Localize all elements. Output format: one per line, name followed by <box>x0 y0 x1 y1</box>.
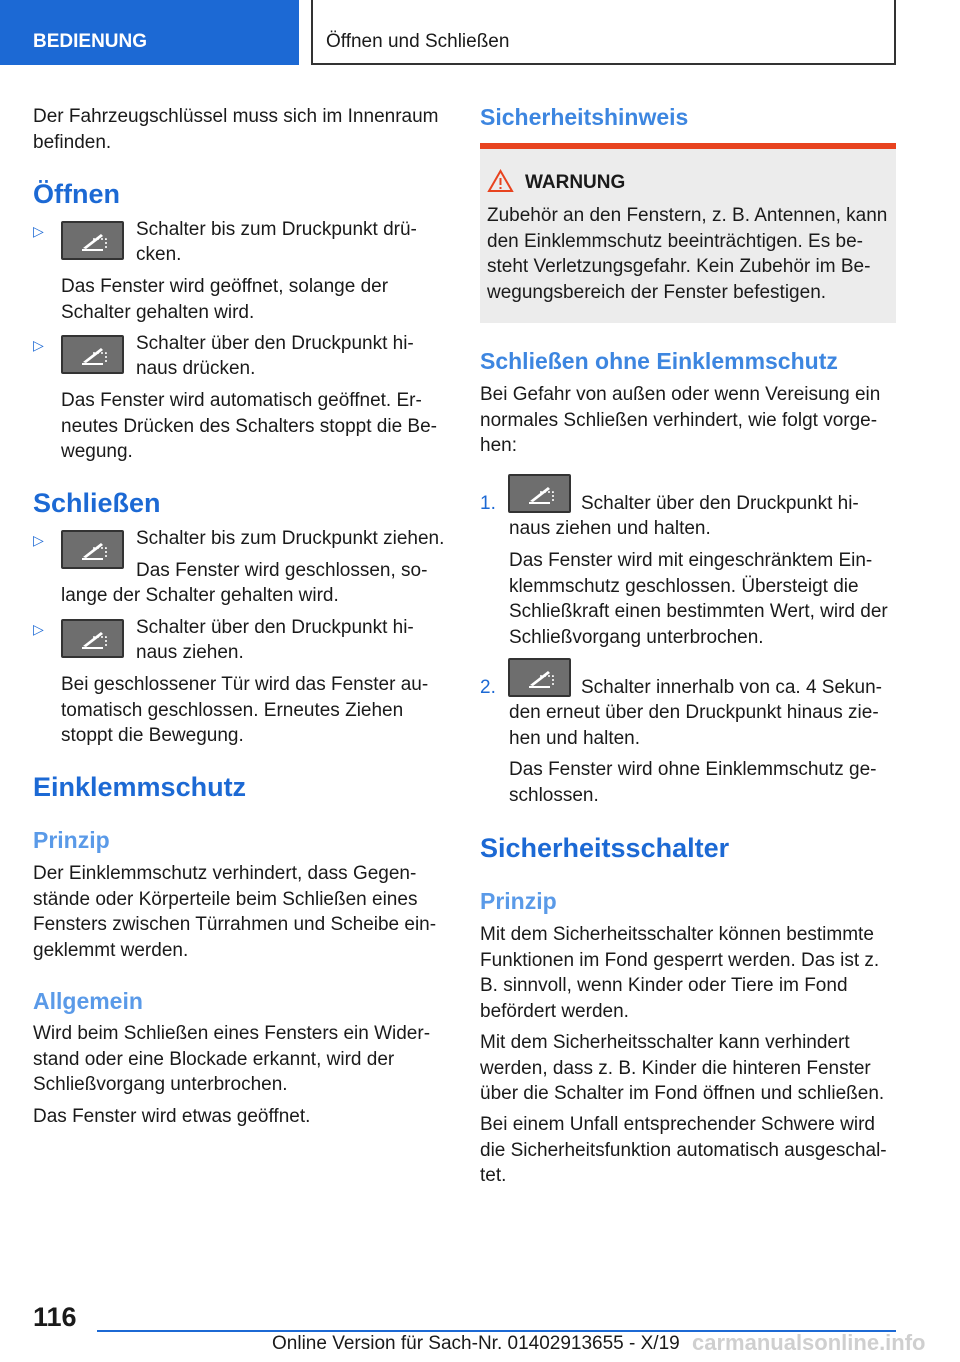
close-step-2 <box>33 615 447 755</box>
open-step-1 <box>33 217 447 327</box>
nopinch-step-1 <box>480 474 896 654</box>
heading-principle-left: Prinzip <box>33 827 110 853</box>
section-label: BEDIENUNG <box>33 31 148 52</box>
nopinch-intro: Bei Gefahr von außen oder wenn Vereisung ein normales Schließen verhindert, wie folgt vorgehen: <box>480 384 881 456</box>
open-step-1-line-b: cken. <box>136 244 182 265</box>
general-text-1: Wird beim Schließen eines Fensters ein Widerstand oder eine Blockade erkannt, wird der Schließvorgang unterbrochen. <box>33 1023 431 1095</box>
nopinch-step-2-line-a: Schalter innerhalb von ca. 4 Sekun- <box>581 677 883 698</box>
close-step-1-line-b: Das Fenster wird geschlossen, so- <box>136 560 428 581</box>
heading-pinch-protection: Einklemmschutz <box>33 772 247 802</box>
nopinch-step-2-line-b: den erneut über den Druckpunkt hinaus ziehen und halten. <box>509 702 879 749</box>
triangle-right-icon: ▷ <box>33 621 44 637</box>
nopinch-step-1-line-b: naus ziehen und halten. <box>509 518 711 539</box>
open-step-2-result: Das Fenster wird automatisch geöffnet. Erneutes Drücken des Schalters stoppt die Bewegung. <box>61 390 437 462</box>
chapter-label: Öffnen und Schließen <box>326 31 510 52</box>
triangle-right-icon: ▷ <box>33 532 44 548</box>
window-switch-icon <box>61 221 124 260</box>
window-switch-icon <box>508 474 571 513</box>
heading-general: Allgemein <box>33 988 143 1014</box>
heading-close-without-pinch: Schließen ohne Einklemmschutz <box>480 348 838 374</box>
heading-safety-note: Sicherheitshinweis <box>480 104 689 130</box>
window-switch-icon <box>508 658 571 697</box>
section-tab <box>0 0 299 65</box>
safety-switch-text-2: Mit dem Sicherheitsschalter kann verhindert werden, dass z. B. Kinder die hinteren Fenster über die Schalter im Fond öffnen und schließen. <box>480 1032 885 1104</box>
step-number: 2. <box>480 677 496 698</box>
watermark: carmanualsonline.info <box>692 1330 926 1355</box>
close-step-2-result: Bei geschlossener Tür wird das Fenster automatisch geschlossen. Erneutes Ziehen stoppt die Bewegung. <box>61 674 429 746</box>
safety-switch-text-1: Mit dem Sicherheitsschalter können bestimmte Funktionen im Fond gesperrt werden. Das ist z. B. sinnvoll, wenn Kinder oder Tiere im Fond befördert werden. <box>480 924 880 1022</box>
close-step-2-line-a: Schalter über den Druckpunkt hi- <box>136 617 414 638</box>
heading-safety-switch: Sicherheitsschalter <box>480 833 730 863</box>
page-number: 116 <box>33 1302 77 1332</box>
heading-open: Öffnen <box>33 179 120 209</box>
window-switch-icon <box>61 335 124 374</box>
window-switch-icon <box>61 530 124 569</box>
warning-box <box>480 143 896 323</box>
nopinch-step-1-result: Das Fenster wird mit eingeschränktem Einklemmschutz geschlossen. Übersteigt die Schließkraft einen bestimmten Wert, wird der Schließvorgang unterbrochen. <box>509 550 888 648</box>
footer-online-version: Online Version für Sach-Nr. 01402913655 - X/19 <box>272 1333 680 1354</box>
step-number: 1. <box>480 493 496 514</box>
open-step-2 <box>33 331 447 471</box>
heading-principle-right: Prinzip <box>480 888 557 914</box>
close-step-1 <box>33 526 447 611</box>
open-step-2-line-a: Schalter über den Druckpunkt hi- <box>136 333 414 354</box>
principle-text-left: Der Einklemmschutz verhindert, dass Gegenstände oder Körperteile beim Schließen eines Fensters zwischen Türrahmen und Scheibe eingeklemmt werden. <box>33 863 437 961</box>
warning-triangle-icon <box>487 169 514 193</box>
warning-text: Zubehör an den Fenstern, z. B. Antennen, kann den Einklemmschutz beeinträchtigen. Es besteht Verletzungsgefahr. Kein Zubehör im Bewegungsbereich der Fenster befestigen. <box>487 205 888 303</box>
nopinch-step-2 <box>480 658 896 808</box>
triangle-right-icon: ▷ <box>33 223 44 239</box>
close-step-2-line-b: naus ziehen. <box>136 642 244 663</box>
open-step-1-line-a: Schalter bis zum Druckpunkt drü- <box>136 219 417 240</box>
general-text-2: Das Fenster wird etwas geöffnet. <box>33 1106 311 1127</box>
open-step-1-result: Das Fenster wird geöffnet, solange der Schalter gehalten wird. <box>61 276 389 323</box>
chapter-tab <box>311 0 896 65</box>
window-switch-icon <box>61 619 124 658</box>
heading-close: Schließen <box>33 488 161 518</box>
intro-text: Der Fahrzeugschlüssel muss sich im Innenraum befinden. <box>33 106 439 153</box>
close-step-1-line-a: Schalter bis zum Druckpunkt ziehen. <box>136 528 445 549</box>
open-step-2-line-b: naus drücken. <box>136 358 256 379</box>
safety-switch-text-3: Bei einem Unfall entsprechender Schwere wird die Sicherheitsfunktion automatisch ausgeschaltet. <box>480 1114 887 1186</box>
nopinch-step-2-result: Das Fenster wird ohne Einklemmschutz geschlossen. <box>509 759 877 806</box>
close-step-1-line-c: lange der Schalter gehalten wird. <box>61 585 339 606</box>
warning-label: WARNUNG <box>525 172 626 193</box>
nopinch-step-1-line-a: Schalter über den Druckpunkt hi- <box>581 493 859 514</box>
triangle-right-icon: ▷ <box>33 337 44 353</box>
